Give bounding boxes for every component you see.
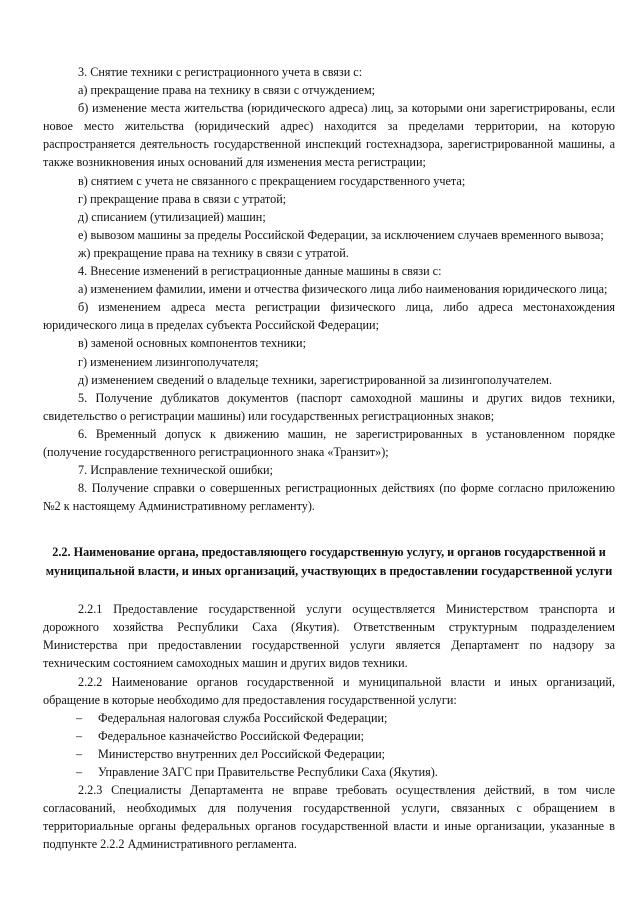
item-7-error-correction: 7. Исправление технической ошибки; (78, 463, 273, 478)
item-3b: б) изменение места жительства (юридического адреса) лиц, за которыми они зарегистрированы, если новое место жительства (юридический адрес) находится за пределами территории, на которую распространяется деятельность государственной инспекций гостехнадзора, зарегистрированной машины, а также возникновения иных оснований для изменения места регистрации; (43, 101, 615, 170)
item-4g: г) изменением лизингополучателя; (78, 354, 259, 369)
item-6-temporary-admission: 6. Временный допуск к движению машин, не зарегистрированных в установленном порядке (получение государственного регистрационного знака «Транзит»); (43, 426, 615, 459)
list-item-text: Федеральное казначейство Российской Федерации; (98, 728, 365, 743)
item-3e: е) вывозом машины за пределы Российской Федерации, за исключением случаев временного вывоза; (78, 227, 604, 242)
paragraph-2-2-1: 2.2.1 Предоставление государственной услуги осуществляется Министерством транспорта и дорожного хозяйства Республики Саха (Якутия). Ответственным структурным подразделением Министерства при предоставлении государственной услуги является Департамент по надзору за техническим состоянием самоходных машин и других видов техники. (43, 602, 615, 671)
item-4b: б) изменением адреса места регистрации физического лица, либо адреса местонахождения юридического лица в пределах субъекта Российской Федерации; (43, 300, 615, 333)
item-4-changes-title: 4. Внесение изменений в регистрационные данные машины в связи с: (78, 264, 442, 279)
list-item (43, 763, 615, 781)
dash-bullet: – (76, 710, 83, 725)
list-item (43, 727, 615, 745)
dash-bullet: – (76, 765, 83, 779)
list-item (43, 745, 615, 763)
item-4d: д) изменением сведений о владельце техники, зарегистрированной за лизингополучателем. (78, 372, 553, 387)
item-4v: в) заменой основных компонентов техники; (78, 336, 306, 351)
item-3g: г) прекращение права в связи с утратой; (78, 191, 287, 206)
dash-bullet: – (76, 746, 83, 761)
registration-items-list (43, 63, 615, 515)
item-4a: а) изменением фамилии, имени и отчества физического лица либо наименования юридического лица; (78, 282, 608, 297)
paragraph-2-2-2: 2.2.2 Наименование органов государственной и муниципальной власти и иных организаций, обращение в которые необходимо для предоставления государственной услуги: (43, 674, 615, 707)
paragraph-2-2-3: 2.2.3 Специалисты Департамента не вправе требовать осуществления действий, в том числе согласований, необходимых для получения государственной услуги, связанных с обращением в территориальные органы федеральных органов государственной власти и иные организации, указанные в подпункте 2.2.2 Административного регламента. (43, 783, 615, 852)
section-heading-2-2: 2.2. Наименование органа, предоставляющего государственную услугу, и органов государственной и муниципальной власти, и иных организаций, участвующих в предоставлении государственной услуги (45, 545, 613, 578)
item-3-removal-title: 3. Снятие техники с регистрационного учета в связи с: (78, 65, 363, 79)
document-page (43, 63, 615, 853)
item-3zh: ж) прекращение права на технику в связи с утратой. (78, 245, 349, 260)
list-item (43, 709, 615, 727)
section-2-2-body (43, 600, 615, 853)
list-item-text: Управление ЗАГС при Правительстве Республики Саха (Якутия). (98, 765, 438, 779)
item-8-certificate: 8. Получение справки о совершенных регистрационных действиях (по форме согласно приложению №2 к настоящему Административному регламенту). (43, 481, 615, 514)
list-item-text: Федеральная налоговая служба Российской Федерации; (98, 710, 388, 725)
item-5-duplicates: 5. Получение дубликатов документов (паспорт самоходной машины и других видов техники, свидетельство о регистрации машины) или государственных регистрационных знаков; (43, 390, 615, 423)
list-item-text: Министерство внутренних дел Российской Федерации; (98, 746, 386, 761)
item-3d: д) списанием (утилизацией) машин; (78, 209, 266, 224)
organizations-list (43, 709, 615, 781)
item-3v: в) снятием с учета не связанного с прекращением государственного учета; (78, 173, 466, 188)
dash-bullet: – (76, 728, 83, 743)
item-3a: а) прекращение права на технику в связи с отчуждением; (78, 83, 376, 98)
